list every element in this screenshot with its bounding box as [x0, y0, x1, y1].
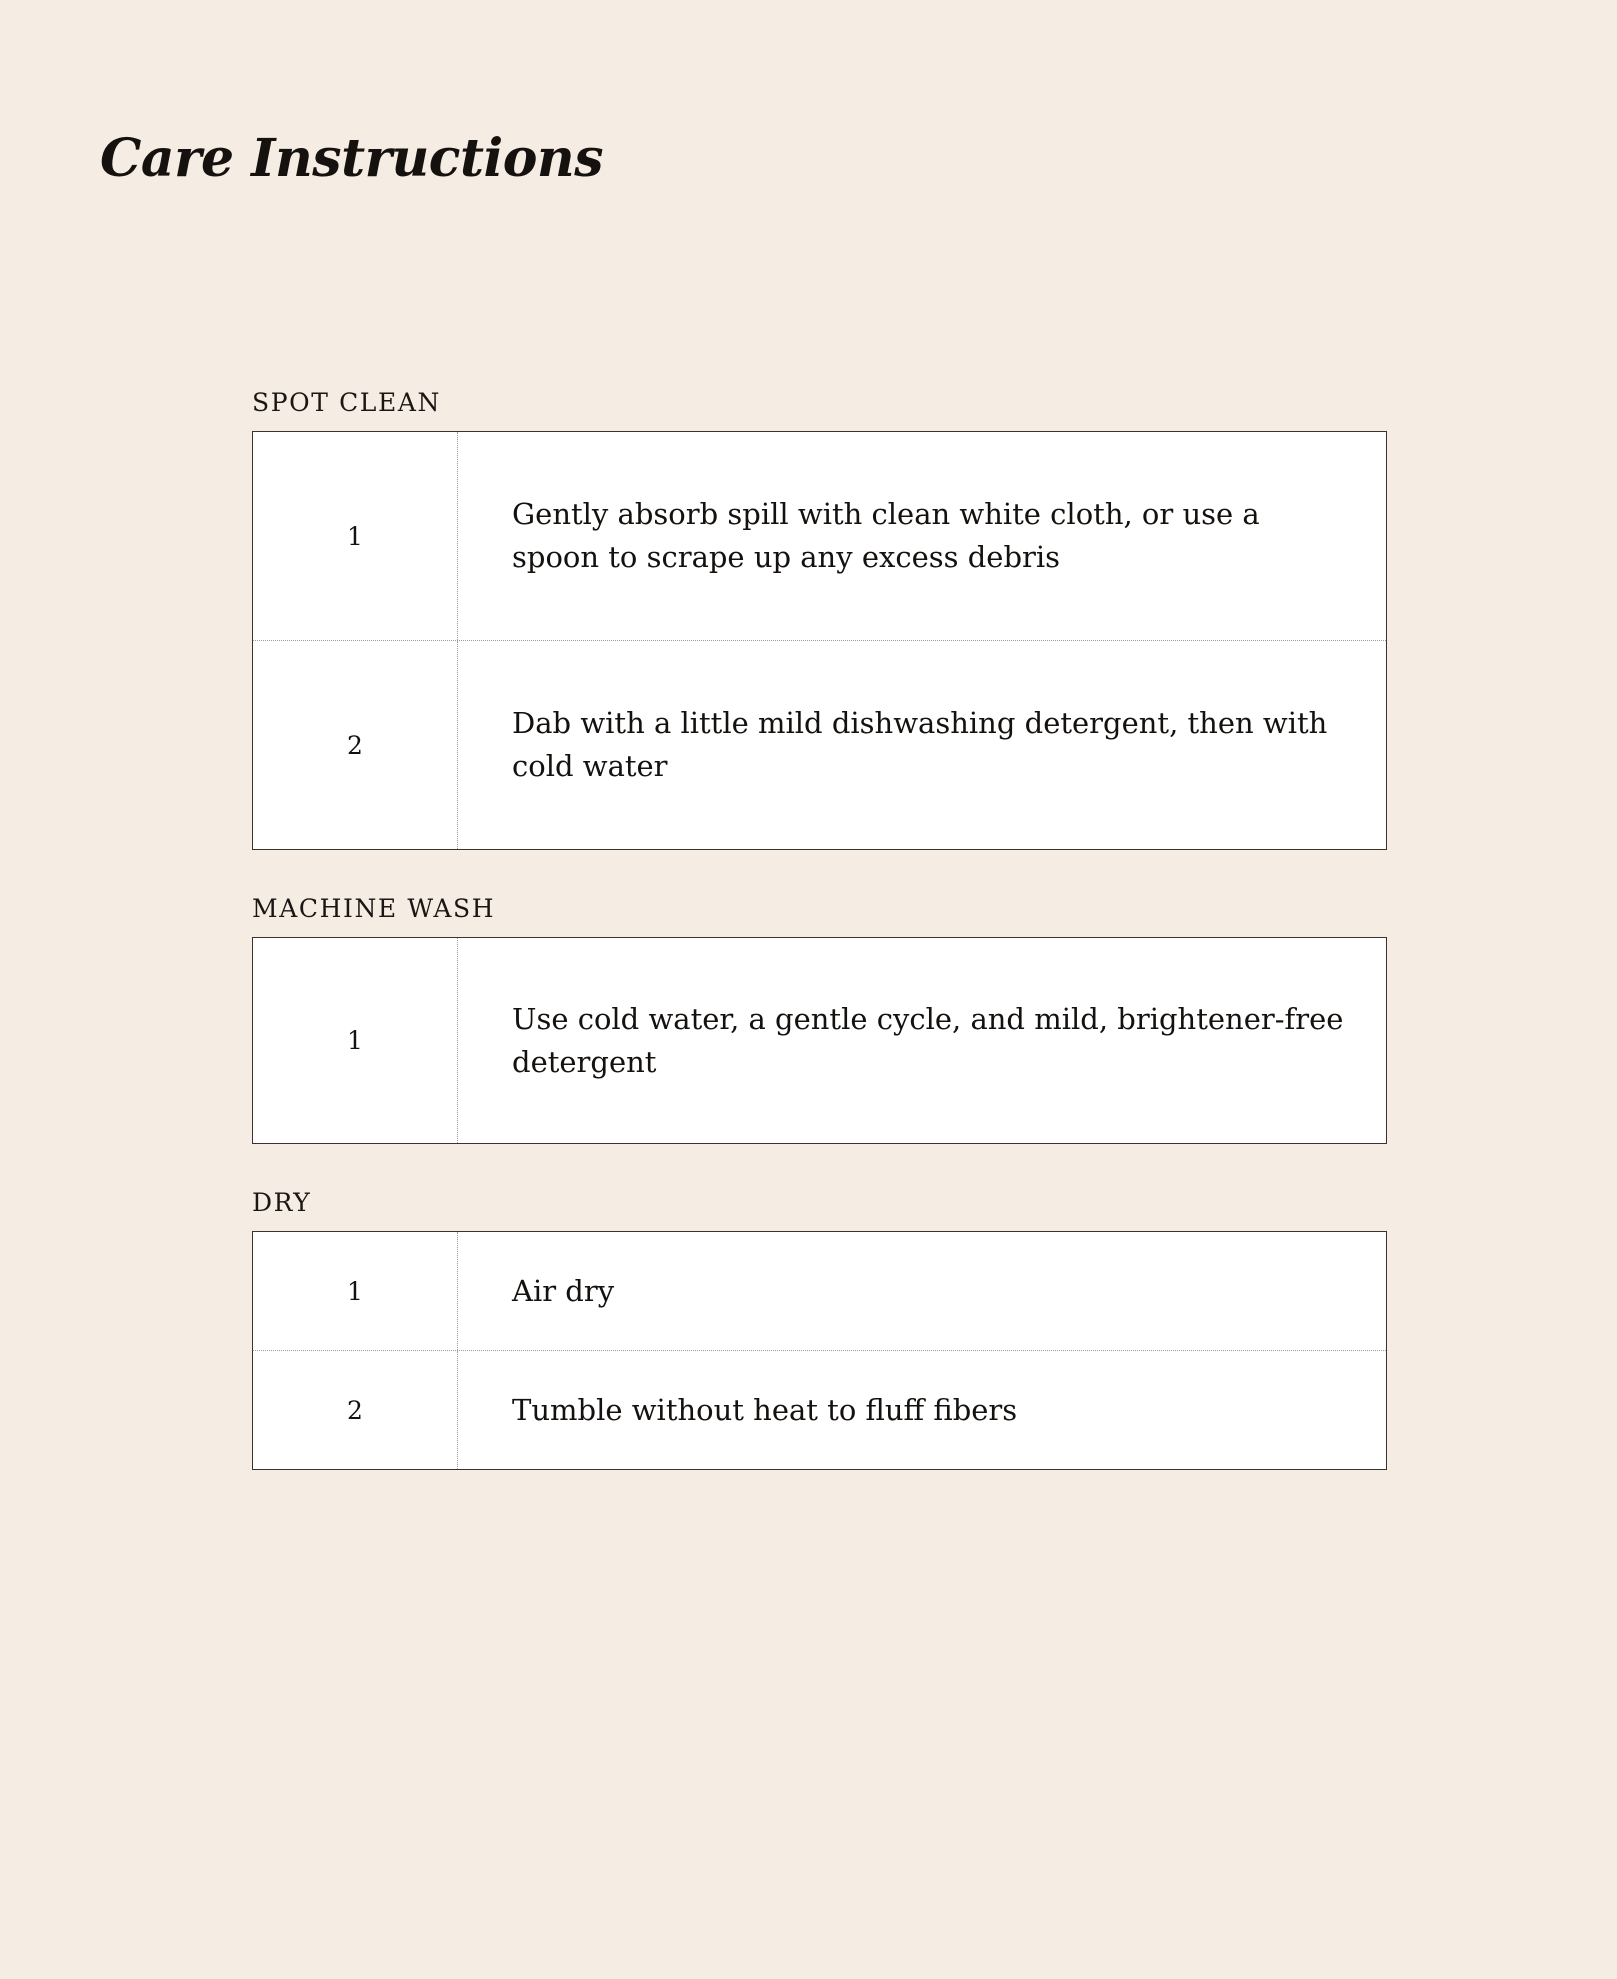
step-number: 2	[253, 1351, 458, 1469]
table-row	[253, 432, 1386, 640]
table-row	[253, 938, 1386, 1143]
step-text: Tumble without heat to fluff fibers	[512, 1392, 1018, 1427]
step-number: 1	[253, 432, 458, 640]
table-row	[253, 1350, 1386, 1469]
section-label-dry: DRY	[252, 1188, 312, 1217]
table-row	[253, 640, 1386, 849]
steps-table-dry	[252, 1231, 1387, 1470]
steps-table-spot-clean	[252, 431, 1387, 850]
page-title: Care Instructions	[100, 128, 603, 189]
section-machine-wash	[252, 894, 1387, 1144]
steps-table-machine-wash	[252, 937, 1387, 1144]
step-number: 1	[253, 938, 458, 1143]
section-dry	[252, 1188, 1387, 1470]
step-number: 1	[253, 1232, 458, 1350]
section-spot-clean	[252, 388, 1387, 850]
table-row	[253, 1232, 1386, 1350]
step-text: Gently absorb spill with clean white cloth, or use a spoon to scrape up any excess debris	[512, 497, 1260, 574]
step-text: Use cold water, a gentle cycle, and mild, brightener-free detergent	[512, 1001, 1344, 1079]
section-label-machine-wash: MACHINE WASH	[252, 894, 496, 923]
step-text: Dab with a little mild dishwashing detergent, then with cold water	[512, 706, 1328, 783]
section-label-spot-clean: SPOT CLEAN	[252, 388, 441, 417]
step-number: 2	[253, 641, 458, 849]
instructions-content	[252, 388, 1387, 1470]
step-text: Air dry	[512, 1273, 615, 1308]
